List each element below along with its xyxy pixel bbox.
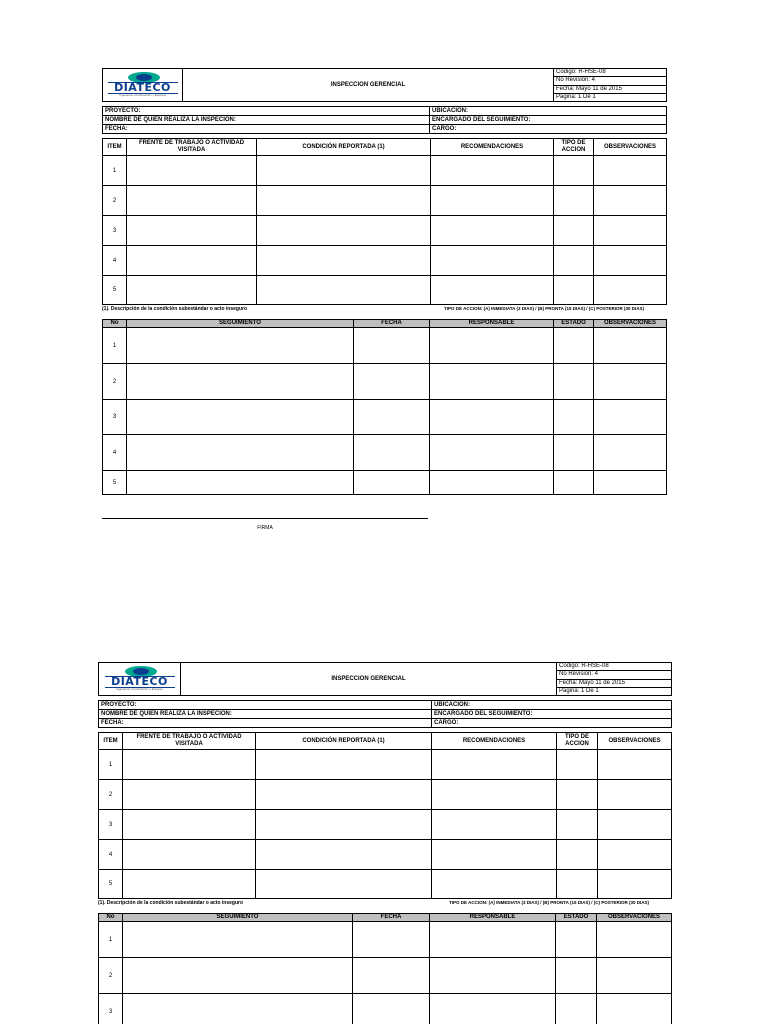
table-cell[interactable] — [594, 186, 667, 216]
table-cell[interactable] — [123, 994, 353, 1024]
table-cell[interactable] — [353, 922, 430, 958]
table-cell[interactable] — [556, 994, 597, 1024]
table-cell[interactable] — [431, 276, 554, 305]
ubicacion-field[interactable]: UBICACIÓN: — [432, 701, 672, 710]
table-cell[interactable] — [556, 958, 597, 994]
table-cell[interactable] — [123, 958, 353, 994]
table-cell[interactable] — [598, 840, 672, 870]
table-cell[interactable] — [127, 435, 354, 471]
table-cell[interactable] — [598, 780, 672, 810]
followup-table — [98, 913, 672, 1024]
inspection-form-2 — [98, 662, 671, 1024]
table-cell[interactable] — [554, 435, 594, 471]
info-section — [98, 700, 672, 728]
table-row — [99, 870, 672, 899]
signature-block — [102, 518, 428, 531]
table-cell[interactable] — [257, 246, 431, 276]
table-row — [99, 750, 672, 780]
form-code: Codigo: R-HSE-08 — [557, 663, 672, 671]
table-cell[interactable] — [127, 246, 257, 276]
table-cell[interactable] — [554, 364, 594, 400]
table-cell[interactable] — [123, 750, 256, 780]
form-header — [98, 662, 672, 696]
table-cell[interactable] — [554, 246, 594, 276]
table-cell[interactable] — [430, 994, 556, 1024]
col-header-no: No — [103, 320, 127, 328]
table-cell[interactable] — [554, 328, 594, 364]
encargado-field[interactable]: ENCARGADO DEL SEGUIMIENTO: — [430, 116, 667, 125]
table-cell[interactable] — [554, 186, 594, 216]
company-logo: DIATECO Ingeniería, Construcción y Equipos — [103, 69, 183, 102]
table-cell[interactable] — [127, 328, 354, 364]
table-row — [103, 471, 667, 495]
table-row — [99, 810, 672, 840]
company-logo: DIATECO Ingeniería, Construcción y Equipos — [99, 663, 181, 696]
inspection-form-1 — [102, 68, 666, 495]
table-cell[interactable] — [353, 958, 430, 994]
signature-label: FIRMA — [257, 525, 273, 531]
table-cell[interactable] — [430, 364, 554, 400]
inspector-name-field[interactable]: NOMBRE DE QUIEN REALIZA LA INSPECIÓN: — [103, 116, 430, 125]
table-cell[interactable] — [598, 810, 672, 840]
table-cell[interactable] — [594, 156, 667, 186]
form-header — [102, 68, 667, 102]
table-cell[interactable] — [127, 156, 257, 186]
table-cell[interactable] — [256, 780, 432, 810]
inspector-name-field[interactable]: NOMBRE DE QUIEN REALIZA LA INSPECIÓN: — [99, 710, 432, 719]
table-cell[interactable] — [430, 328, 554, 364]
table-cell[interactable] — [432, 840, 557, 870]
table-cell[interactable] — [123, 810, 256, 840]
row-number: 5 — [99, 870, 123, 899]
proyecto-field[interactable]: PROYECTO: — [99, 701, 432, 710]
table-row — [103, 328, 667, 364]
form-revision: No Revision: 4 — [557, 671, 672, 679]
table-cell[interactable] — [557, 750, 598, 780]
table-cell[interactable] — [431, 186, 554, 216]
table-cell[interactable] — [354, 435, 430, 471]
table-cell[interactable] — [257, 186, 431, 216]
table-row — [103, 435, 667, 471]
table-cell[interactable] — [257, 276, 431, 305]
table-row — [103, 186, 667, 216]
notes-row — [98, 900, 671, 908]
table-cell[interactable] — [597, 958, 672, 994]
table-cell[interactable] — [557, 810, 598, 840]
table-cell[interactable] — [256, 750, 432, 780]
action-type-note: TIPO DE ACCION: (A) INMEDIATA (3 DIAS) / (B) PRONTA (15 DIAS) / (C) POSTERIOR (30 DIAS) — [443, 306, 644, 311]
table-cell[interactable] — [430, 471, 554, 495]
cargo-field[interactable]: CARGO: — [430, 125, 667, 134]
row-number: 2 — [103, 186, 127, 216]
form-title: INSPECCION GERENCIAL — [181, 663, 557, 696]
col-header-condicion: CONDICIÓN REPORTADA (1) — [257, 139, 431, 156]
inspection-table — [98, 732, 672, 899]
table-cell[interactable] — [430, 922, 556, 958]
table-cell[interactable] — [594, 400, 667, 435]
signature-line[interactable] — [102, 518, 428, 519]
table-cell[interactable] — [554, 400, 594, 435]
col-header-estado: ESTADO — [554, 320, 594, 328]
table-cell[interactable] — [432, 870, 557, 899]
col-header-condicion: CONDICIÓN REPORTADA (1) — [256, 733, 432, 750]
table-cell[interactable] — [594, 471, 667, 495]
row-number: 4 — [99, 840, 123, 870]
table-cell[interactable] — [127, 216, 257, 246]
col-header-observaciones: OBSERVACIONES — [597, 914, 672, 922]
table-cell[interactable] — [354, 364, 430, 400]
table-cell[interactable] — [557, 780, 598, 810]
col-header-observaciones: OBSERVACIONES — [594, 139, 667, 156]
col-header-seguimiento: SEGUIMIENTO — [123, 914, 353, 922]
col-header-recomendaciones: RECOMENDACIONES — [431, 139, 554, 156]
table-cell[interactable] — [127, 471, 354, 495]
form-date: Fecha: Mayo 11 de 2015 — [554, 85, 667, 93]
row-number: 3 — [99, 994, 123, 1024]
table-cell[interactable] — [127, 400, 354, 435]
table-row — [103, 364, 667, 400]
col-header-fecha: FECHA — [353, 914, 430, 922]
table-cell[interactable] — [432, 780, 557, 810]
table-row — [103, 276, 667, 305]
table-cell[interactable] — [257, 216, 431, 246]
notes-row — [102, 306, 666, 314]
table-cell[interactable] — [594, 216, 667, 246]
table-cell[interactable] — [597, 994, 672, 1024]
table-cell[interactable] — [353, 994, 430, 1024]
table-cell[interactable] — [430, 435, 554, 471]
table-cell[interactable] — [594, 328, 667, 364]
row-number: 4 — [103, 435, 127, 471]
table-cell[interactable] — [256, 810, 432, 840]
col-header-tipo-accion: TIPO DE ACCION — [554, 139, 594, 156]
table-cell[interactable] — [556, 922, 597, 958]
form-page: Pagina: 1 De 1 — [557, 687, 672, 695]
table-cell[interactable] — [256, 840, 432, 870]
col-header-tipo-accion: TIPO DE ACCION — [557, 733, 598, 750]
fecha-field[interactable]: FECHA: — [103, 125, 430, 134]
table-cell[interactable] — [431, 156, 554, 186]
table-row — [99, 994, 672, 1024]
col-header-item: ITEM — [103, 139, 127, 156]
table-row — [103, 156, 667, 186]
col-header-responsable: RESPONSABLE — [430, 320, 554, 328]
table-cell[interactable] — [123, 780, 256, 810]
row-number: 1 — [99, 750, 123, 780]
table-cell[interactable] — [354, 328, 430, 364]
table-cell[interactable] — [598, 870, 672, 899]
form-revision: No Revision: 4 — [554, 77, 667, 85]
col-header-recomendaciones: RECOMENDACIONES — [432, 733, 557, 750]
table-row — [103, 400, 667, 435]
table-cell[interactable] — [430, 958, 556, 994]
row-number: 5 — [103, 471, 127, 495]
row-number: 1 — [99, 922, 123, 958]
table-row — [103, 246, 667, 276]
table-cell[interactable] — [594, 435, 667, 471]
table-row — [99, 958, 672, 994]
table-cell[interactable] — [123, 922, 353, 958]
table-cell[interactable] — [256, 870, 432, 899]
encargado-field[interactable]: ENCARGADO DEL SEGUIMIENTO: — [432, 710, 672, 719]
form-page: Pagina: 1 De 1 — [554, 93, 667, 101]
row-number: 5 — [103, 276, 127, 305]
row-number: 2 — [103, 364, 127, 400]
table-cell[interactable] — [127, 276, 257, 305]
col-header-fecha: FECHA — [354, 320, 430, 328]
row-number: 4 — [103, 246, 127, 276]
table-cell[interactable] — [554, 276, 594, 305]
followup-table — [102, 319, 667, 495]
table-cell[interactable] — [123, 870, 256, 899]
row-number: 3 — [99, 810, 123, 840]
table-cell[interactable] — [557, 840, 598, 870]
row-number: 2 — [99, 958, 123, 994]
table-cell[interactable] — [594, 246, 667, 276]
table-cell[interactable] — [431, 246, 554, 276]
table-row — [99, 780, 672, 810]
condition-note: (1). Descripción de la condición subestándar o acto inseguro — [102, 306, 248, 312]
table-cell[interactable] — [554, 216, 594, 246]
form-date: Fecha: Mayo 11 de 2015 — [557, 679, 672, 687]
row-number: 3 — [103, 400, 127, 435]
col-header-no: No — [99, 914, 123, 922]
col-header-frente: FRENTE DE TRABAJO O ACTIVIDAD VISITADA — [123, 733, 256, 750]
condition-note: (1). Descripción de la condición subestándar o acto inseguro — [98, 900, 244, 906]
col-header-observaciones: OBSERVACIONES — [594, 320, 667, 328]
table-cell[interactable] — [594, 276, 667, 305]
fecha-field[interactable]: FECHA: — [99, 719, 432, 728]
col-header-item: ITEM — [99, 733, 123, 750]
table-row — [99, 840, 672, 870]
table-cell[interactable] — [431, 216, 554, 246]
proyecto-field[interactable]: PROYECTO: — [103, 107, 430, 116]
col-header-frente: FRENTE DE TRABAJO O ACTIVIDAD VISITADA — [127, 139, 257, 156]
form-code: Codigo: R-HSE-08 — [554, 69, 667, 77]
row-number: 1 — [103, 156, 127, 186]
col-header-estado: ESTADO — [556, 914, 597, 922]
inspection-table — [102, 138, 667, 305]
cargo-field[interactable]: CARGO: — [432, 719, 672, 728]
table-cell[interactable] — [554, 471, 594, 495]
row-number: 3 — [103, 216, 127, 246]
table-cell[interactable] — [257, 156, 431, 186]
info-section — [102, 106, 667, 134]
table-cell[interactable] — [432, 750, 557, 780]
col-header-observaciones: OBSERVACIONES — [598, 733, 672, 750]
row-number: 2 — [99, 780, 123, 810]
table-cell[interactable] — [127, 364, 354, 400]
table-cell[interactable] — [597, 922, 672, 958]
table-row — [103, 216, 667, 246]
col-header-seguimiento: SEGUIMIENTO — [127, 320, 354, 328]
action-type-note: TIPO DE ACCION: (A) INMEDIATA (3 DIAS) / (B) PRONTA (15 DIAS) / (C) POSTERIOR (30 DIAS) — [448, 900, 649, 905]
col-header-responsable: RESPONSABLE — [430, 914, 556, 922]
table-cell[interactable] — [594, 364, 667, 400]
table-cell[interactable] — [557, 870, 598, 899]
table-cell[interactable] — [554, 156, 594, 186]
row-number: 1 — [103, 328, 127, 364]
table-row — [99, 922, 672, 958]
table-cell[interactable] — [123, 840, 256, 870]
table-cell[interactable] — [430, 400, 554, 435]
table-cell[interactable] — [598, 750, 672, 780]
table-cell[interactable] — [354, 400, 430, 435]
ubicacion-field[interactable]: UBICACIÓN: — [430, 107, 667, 116]
table-cell[interactable] — [127, 186, 257, 216]
table-cell[interactable] — [432, 810, 557, 840]
form-title: INSPECCION GERENCIAL — [183, 69, 554, 102]
table-cell[interactable] — [354, 471, 430, 495]
